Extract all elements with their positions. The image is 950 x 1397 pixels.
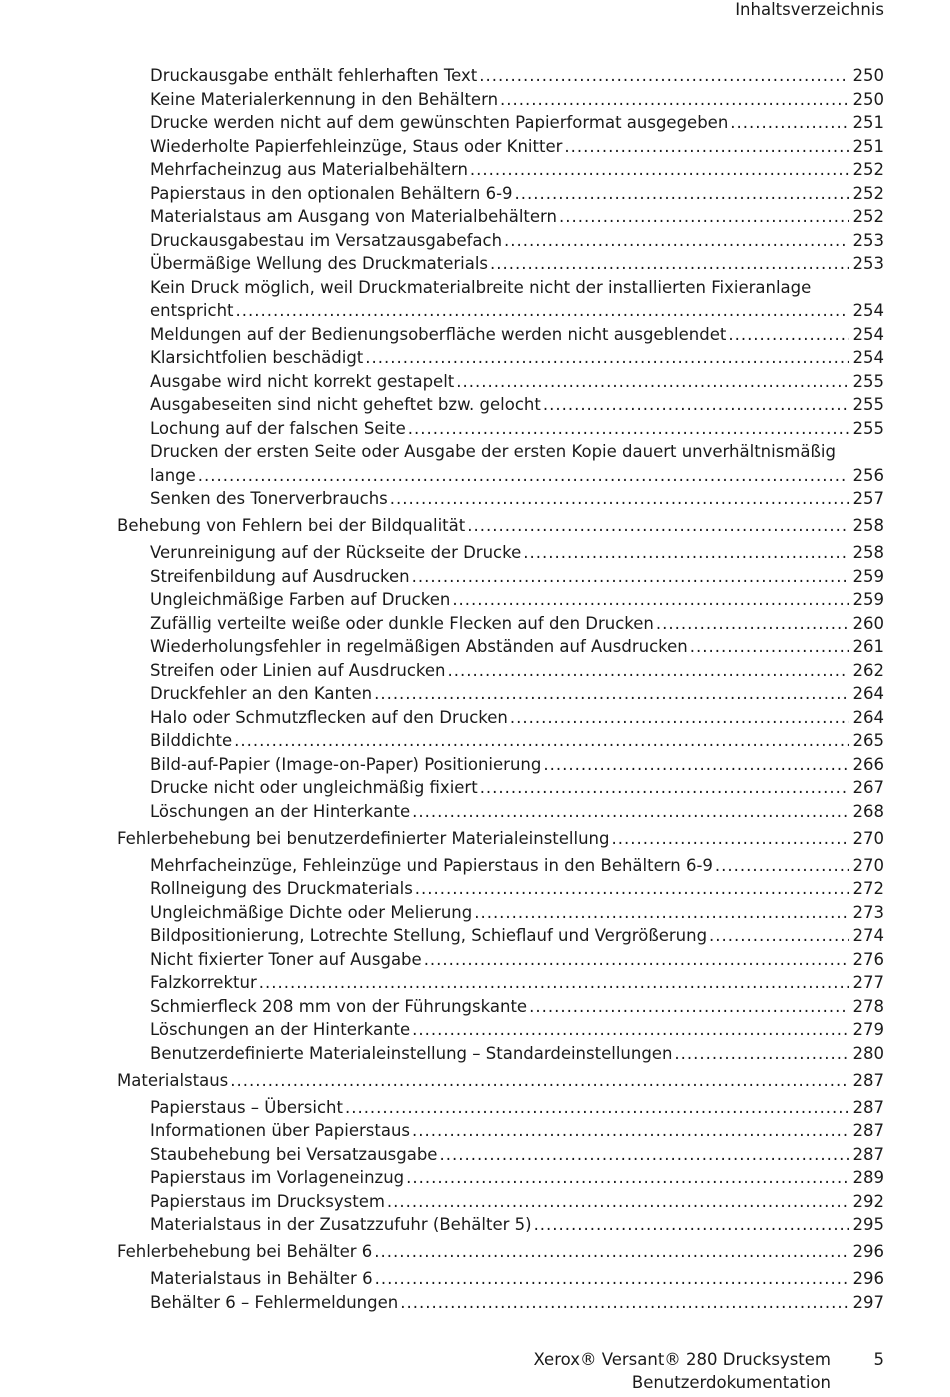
toc-entry-title: Lochung auf der falschen Seite [150, 418, 406, 438]
toc-subsection-entry[interactable] [150, 706, 884, 730]
toc-subsection-entry[interactable] [150, 541, 884, 565]
dot-leader [523, 541, 848, 565]
dot-leader [412, 1018, 848, 1042]
dot-leader [365, 346, 848, 370]
toc-entry-title: Zufällig verteilte weiße oder dunkle Flecken auf den Drucken [150, 613, 654, 633]
toc-entry-page-number: 261 [852, 637, 884, 656]
toc-entry-page-number: 250 [852, 89, 884, 109]
dot-leader [479, 64, 848, 88]
table-of-contents [0, 64, 950, 1314]
toc-entry-page-number: 276 [852, 949, 884, 969]
dot-leader [656, 612, 849, 636]
dot-leader [456, 370, 848, 394]
toc-subsection-entry[interactable] [150, 1119, 884, 1143]
toc-subsection-entry[interactable] [150, 111, 884, 135]
toc-entry-title: Schmierfleck 208 mm von der Führungskante [150, 996, 528, 1016]
dot-leader [412, 565, 849, 589]
toc-entry-title: Fehlerbehebung bei Behälter 6 [117, 1242, 373, 1261]
dot-leader [448, 659, 849, 683]
toc-entry-page-number: 259 [852, 590, 884, 609]
dot-leader [198, 464, 849, 488]
dot-leader [424, 948, 849, 972]
toc-entry-page-number: 251 [852, 136, 884, 156]
footer-product-line: Xerox® Versant® 280 Drucksystem [533, 1350, 831, 1369]
toc-subsection-entry[interactable] [150, 971, 884, 995]
toc-entry-page-number: 252 [852, 160, 884, 179]
toc-subsection-entry[interactable] [150, 346, 884, 370]
toc-entry-title: Behebung von Fehlern bei der Bildqualität [117, 516, 466, 535]
toc-entry-page-number: 270 [852, 828, 884, 848]
dot-leader [439, 1143, 848, 1167]
toc-entry-page-number: 278 [852, 996, 884, 1016]
dot-leader [474, 901, 848, 925]
toc-entry-page-number: 270 [852, 855, 884, 875]
dot-leader [674, 1042, 848, 1066]
toc-entry-title: Drucke nicht oder ungleichmäßig fixiert [150, 778, 478, 797]
toc-entry-page-number: 287 [852, 1121, 884, 1140]
toc-subsection-entry[interactable] [150, 370, 884, 394]
toc-entry-page-number: 251 [852, 113, 884, 132]
toc-subsection-entry[interactable] [150, 995, 884, 1019]
dot-leader [500, 88, 848, 112]
dot-leader [400, 1291, 848, 1315]
toc-section-entry[interactable] [117, 1069, 884, 1093]
toc-entry-title: Löschungen an der Hinterkante [150, 801, 411, 821]
dot-leader [387, 1190, 849, 1214]
dot-leader [345, 1096, 849, 1120]
dot-leader [504, 229, 848, 253]
toc-entry-page-number: 252 [852, 183, 884, 203]
dot-leader [236, 299, 849, 323]
dot-leader [490, 252, 848, 276]
toc-entry-page-number: 287 [852, 1097, 884, 1117]
dot-leader [534, 1213, 849, 1237]
toc-entry-page-number: 295 [852, 1215, 884, 1234]
toc-entry-title: Bild-auf-Papier (Image-on-Paper) Positionierung [150, 754, 542, 774]
toc-subsection-entry[interactable] [150, 135, 884, 159]
toc-entry-title: entspricht [150, 301, 234, 320]
toc-entry-title-line: Kein Druck möglich, weil Druckmaterialbreite nicht der installierten Fixieranlage [150, 277, 812, 297]
toc-entry-page-number: 254 [852, 348, 884, 367]
dot-leader [559, 205, 849, 229]
dot-leader [728, 323, 848, 347]
toc-entry-page-number: 280 [852, 1043, 884, 1063]
toc-subsection-entry[interactable] [150, 205, 884, 229]
dot-leader [715, 854, 849, 878]
toc-entry-title: Staubehebung bei Versatzausgabe [150, 1144, 438, 1164]
toc-entry-title: Drucke werden nicht auf dem gewünschten Papierformat ausgegeben [150, 113, 729, 132]
toc-subsection-entry[interactable] [150, 64, 884, 88]
toc-entry-page-number: 272 [852, 879, 884, 898]
toc-subsection-entry[interactable] [150, 1213, 884, 1237]
toc-entry-page-number: 267 [852, 778, 884, 797]
toc-subsection-entry[interactable] [150, 158, 884, 182]
page-footer [533, 1348, 831, 1394]
toc-entry-page-number: 296 [852, 1242, 884, 1261]
toc-subsection-entry[interactable] [150, 901, 884, 925]
dot-leader [611, 827, 848, 851]
toc-entry-title: Keine Materialerkennung in den Behältern [150, 89, 499, 109]
toc-subsection-entry[interactable] [150, 612, 884, 636]
toc-subsection-entry[interactable] [150, 1166, 884, 1190]
toc-entry-page-number: 289 [852, 1168, 884, 1187]
dot-leader [415, 877, 849, 901]
toc-entry-title: Streifen oder Linien auf Ausdrucken [150, 660, 446, 680]
toc-subsection-entry[interactable] [150, 1190, 884, 1214]
toc-entry-title: Materialstaus am Ausgang von Materialbehältern [150, 207, 557, 226]
toc-subsection-entry[interactable] [150, 323, 884, 347]
toc-entry-page-number: 297 [852, 1292, 884, 1312]
toc-entry-title: Materialstaus [117, 1070, 229, 1090]
toc-entry-page-number: 287 [852, 1144, 884, 1164]
toc-entry-page-number: 265 [852, 731, 884, 750]
toc-entry-page-number: 256 [852, 465, 884, 485]
toc-entry-page-number: 292 [852, 1191, 884, 1211]
toc-entry-page-number: 254 [852, 324, 884, 344]
toc-subsection-entry[interactable] [150, 487, 884, 511]
toc-entry-title: Druckfehler an den Kanten [150, 684, 373, 703]
toc-entry-title: Löschungen an der Hinterkante [150, 1020, 411, 1039]
toc-entry-title: Klarsichtfolien beschädigt [150, 348, 364, 367]
toc-subsection-entry[interactable] [150, 440, 884, 487]
toc-subsection-entry[interactable] [150, 682, 884, 706]
toc-entry-title: Senken des Tonerverbrauchs [150, 489, 388, 508]
dot-leader [230, 1069, 848, 1093]
dot-leader [467, 514, 848, 538]
toc-entry-title: Bilddichte [150, 731, 233, 750]
toc-entry-title: Verunreinigung auf der Rückseite der Drucke [150, 543, 522, 562]
toc-entry-page-number: 268 [852, 801, 884, 821]
toc-entry-title: Papierstaus im Drucksystem [150, 1191, 385, 1211]
toc-entry-page-number: 253 [852, 230, 884, 250]
dot-leader [564, 135, 848, 159]
dot-leader [412, 1119, 848, 1143]
toc-entry-title: Meldungen auf der Bedienungsoberfläche werden nicht ausgeblendet [150, 324, 727, 344]
toc-subsection-entry[interactable] [150, 565, 884, 589]
toc-subsection-entry[interactable] [150, 1018, 884, 1042]
toc-entry-title: Materialstaus in Behälter 6 [150, 1269, 373, 1288]
dot-leader [470, 158, 849, 182]
toc-entry-title: Druckausgabe enthält fehlerhaften Text [150, 66, 478, 85]
toc-subsection-entry[interactable] [150, 1096, 884, 1120]
dot-leader [543, 753, 848, 777]
toc-entry-page-number: 287 [852, 1070, 884, 1090]
toc-entry-title: Benutzerdefinierte Materialeinstellung – Standardeinstellungen [150, 1043, 673, 1063]
toc-entry-title: Materialstaus in der Zusatzzufuhr (Behälter 5) [150, 1215, 532, 1234]
toc-section-entry[interactable] [117, 827, 884, 851]
dot-leader [374, 1240, 848, 1264]
page-number: 5 [873, 1350, 884, 1369]
toc-entry-title: Streifenbildung auf Ausdrucken [150, 566, 410, 586]
toc-entry-title: Ausgabeseiten sind nicht geheftet bzw. gelocht [150, 395, 541, 414]
toc-subsection-entry[interactable] [150, 1042, 884, 1066]
dot-leader [234, 729, 848, 753]
toc-section-entry[interactable] [117, 1240, 884, 1264]
toc-entry-page-number: 264 [852, 684, 884, 703]
toc-subsection-entry[interactable] [150, 800, 884, 824]
toc-subsection-entry[interactable] [150, 1291, 884, 1315]
toc-entry-page-number: 254 [852, 301, 884, 320]
toc-entry-title: Ungleichmäßige Dichte oder Melierung [150, 902, 473, 922]
toc-entry-page-number: 260 [852, 613, 884, 633]
toc-subsection-entry[interactable] [150, 924, 884, 948]
toc-entry-page-number: 258 [852, 543, 884, 562]
toc-entry-page-number: 255 [852, 418, 884, 438]
dot-leader [452, 588, 848, 612]
toc-subsection-entry[interactable] [150, 877, 884, 901]
toc-subsection-entry[interactable] [150, 659, 884, 683]
dot-leader [406, 1166, 848, 1190]
toc-entry-title: Übermäßige Wellung des Druckmaterials [150, 254, 489, 273]
toc-entry-page-number: 253 [852, 254, 884, 273]
toc-entry-page-number: 262 [852, 660, 884, 680]
toc-entry-title: Falzkorrektur [150, 973, 257, 992]
dot-leader [730, 111, 848, 135]
toc-entry-title: Fehlerbehebung bei benutzerdefinierter Materialeinstellung [117, 828, 610, 848]
toc-entry-title: Wiederholungsfehler in regelmäßigen Abständen auf Ausdrucken [150, 637, 688, 656]
toc-subsection-entry[interactable] [150, 276, 884, 323]
toc-entry-title: Druckausgabestau im Versatzausgabefach [150, 230, 503, 250]
toc-entry-page-number: 250 [852, 66, 884, 85]
running-header-title: Inhaltsverzeichnis [735, 0, 884, 19]
toc-subsection-entry[interactable] [150, 729, 884, 753]
dot-leader [690, 635, 849, 659]
toc-subsection-entry[interactable] [150, 1143, 884, 1167]
toc-entry-page-number: 296 [852, 1269, 884, 1288]
toc-entry-page-number: 257 [852, 489, 884, 508]
toc-entry-title: Halo oder Schmutzflecken auf den Drucken [150, 707, 508, 727]
dot-leader [543, 393, 849, 417]
toc-entry-page-number: 259 [852, 566, 884, 586]
dot-leader [515, 182, 849, 206]
dot-leader [259, 971, 849, 995]
toc-entry-page-number: 266 [852, 754, 884, 774]
toc-subsection-entry[interactable] [150, 182, 884, 206]
toc-entry-page-number: 255 [852, 395, 884, 414]
toc-subsection-entry[interactable] [150, 948, 884, 972]
toc-entry-title: Papierstaus – Übersicht [150, 1097, 343, 1117]
toc-subsection-entry[interactable] [150, 393, 884, 417]
toc-entry-page-number: 252 [852, 207, 884, 226]
toc-subsection-entry[interactable] [150, 588, 884, 612]
dot-leader [480, 776, 849, 800]
toc-entry-title: Ausgabe wird nicht korrekt gestapelt [150, 371, 455, 391]
toc-subsection-entry[interactable] [150, 417, 884, 441]
dot-leader [709, 924, 848, 948]
dot-leader [374, 682, 848, 706]
dot-leader [375, 1267, 849, 1291]
toc-entry-title: lange [150, 465, 196, 485]
toc-subsection-entry[interactable] [150, 1267, 884, 1291]
toc-subsection-entry[interactable] [150, 635, 884, 659]
toc-entry-page-number: 273 [852, 902, 884, 922]
toc-subsection-entry[interactable] [150, 252, 884, 276]
toc-entry-title: Informationen über Papierstaus [150, 1121, 411, 1140]
dot-leader [510, 706, 849, 730]
toc-entry-page-number: 264 [852, 707, 884, 727]
toc-entry-page-number: 277 [852, 973, 884, 992]
toc-subsection-entry[interactable] [150, 854, 884, 878]
toc-subsection-entry[interactable] [150, 88, 884, 112]
toc-entry-page-number: 279 [852, 1020, 884, 1039]
toc-entry-title: Papierstaus in den optionalen Behältern 6-9 [150, 183, 513, 203]
toc-entry-page-number: 274 [852, 926, 884, 945]
toc-entry-title: Wiederholte Papierfehleinzüge, Staus oder Knitter [150, 136, 563, 156]
toc-section-entry[interactable] [117, 514, 884, 538]
dot-leader [408, 417, 849, 441]
toc-entry-title: Behälter 6 – Fehlermeldungen [150, 1292, 399, 1312]
toc-subsection-entry[interactable] [150, 229, 884, 253]
toc-subsection-entry[interactable] [150, 776, 884, 800]
toc-entry-page-number: 258 [852, 516, 884, 535]
dot-leader [390, 487, 849, 511]
toc-entry-title: Nicht fixierter Toner auf Ausgabe [150, 949, 422, 969]
toc-entry-title-line: Drucken der ersten Seite oder Ausgabe der ersten Kopie dauert unverhältnismäßig [150, 442, 836, 461]
toc-subsection-entry[interactable] [150, 753, 884, 777]
toc-entry-title: Mehrfacheinzüge, Fehleinzüge und Papierstaus in den Behältern 6-9 [150, 855, 713, 875]
footer-doc-type: Benutzerdokumentation [631, 1373, 831, 1392]
toc-entry-title: Rollneigung des Druckmaterials [150, 879, 413, 898]
toc-entry-title: Mehrfacheinzug aus Materialbehältern [150, 160, 468, 179]
toc-entry-title: Papierstaus im Vorlageneinzug [150, 1168, 405, 1187]
toc-entry-title: Ungleichmäßige Farben auf Drucken [150, 590, 451, 609]
toc-entry-page-number: 255 [852, 371, 884, 391]
toc-entry-title: Bildpositionierung, Lotrechte Stellung, Schieflauf und Vergrößerung [150, 926, 708, 945]
dot-leader [529, 995, 848, 1019]
dot-leader [412, 800, 848, 824]
